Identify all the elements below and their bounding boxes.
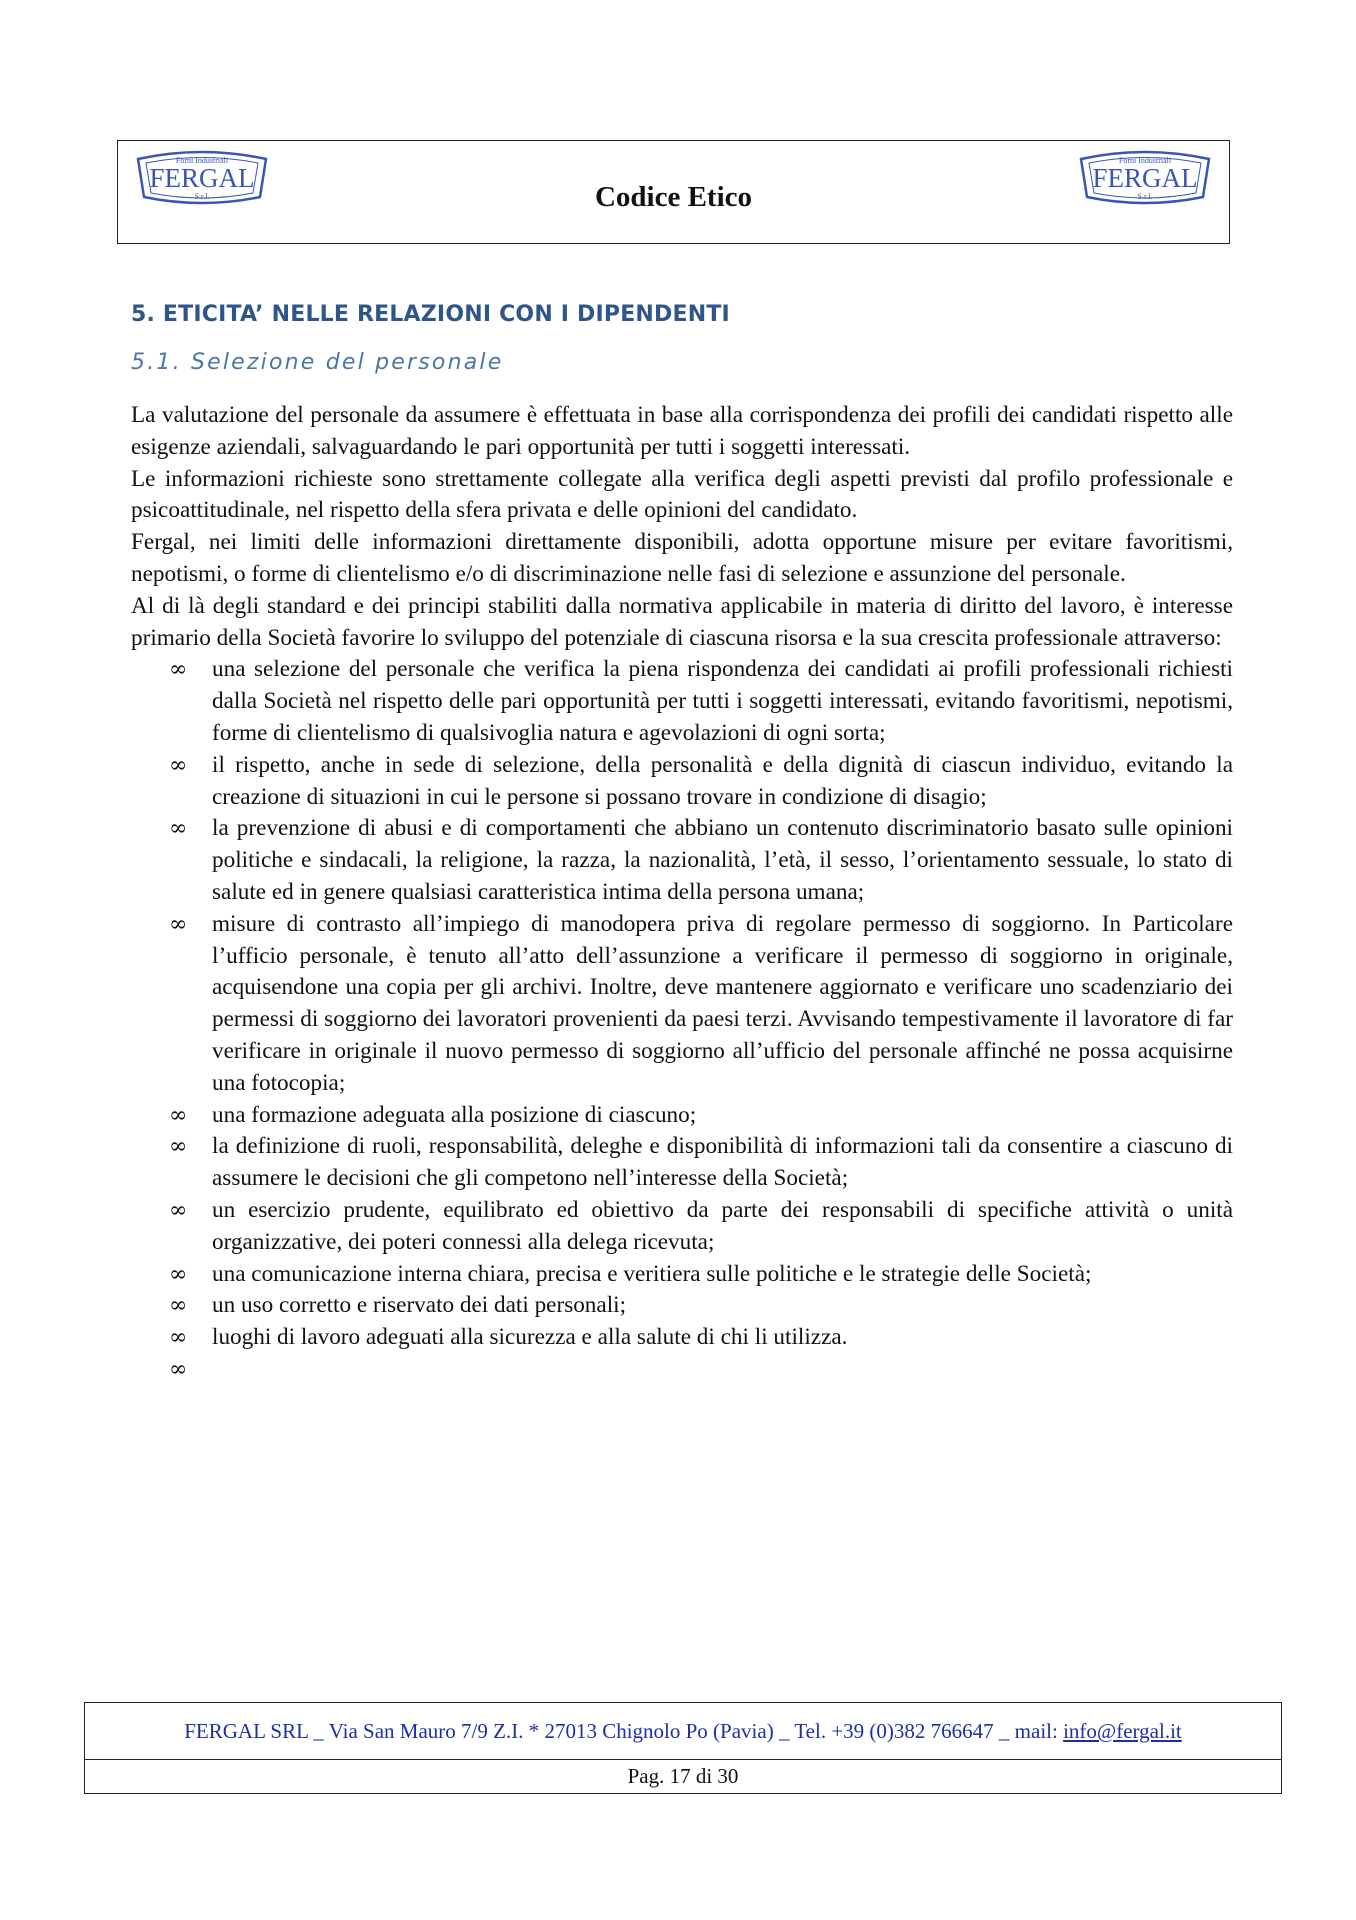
infinity-bullet-icon: ∞ [169, 1197, 188, 1223]
list-item: ∞ una comunicazione interna chiara, precisa e veritiera sulle politiche e le strategie delle Società; [131, 1259, 1233, 1291]
paragraph: La valutazione del personale da assumere è effettuata in base alla corrispondenza dei profili dei candidati rispetto alle esigenze aziendali, salvaguardando le pari opportunità per tutti i soggetti interessati. [131, 402, 1233, 460]
bullet-list [131, 654, 1233, 1385]
email-link[interactable]: info@fergal.it [1063, 1719, 1182, 1743]
body-content [131, 400, 1233, 1386]
footer-address: FERGAL SRL _ Via San Mauro 7/9 Z.I. * 27013 Chignolo Po (Pavia) _ Tel. +39 (0)382 766647 _ mail: [184, 1719, 1064, 1743]
paragraph: Le informazioni richieste sono strettamente collegate alla verifica degli aspetti previsti dal profilo professionale e psicoattitudinale, nel rispetto della sfera privata e delle opinioni del candidato. [131, 465, 1233, 524]
paragraph: Fergal, nei limiti delle informazioni direttamente disponibili, adotta opportune misure per evitare favoritismi, nepotismi, o forme di clientelismo e/o di discriminazione nelle fasi di selezione e assunzione del personale. [131, 529, 1233, 587]
svg-text:S.r.l.: S.r.l. [194, 192, 210, 201]
infinity-bullet-icon: ∞ [169, 1134, 188, 1160]
paragraph: Al di là degli standard e dei principi stabiliti dalla normativa applicabile in materia di diritto del lavoro, è interesse primario della Società favorire lo sviluppo del potenziale di ciascuna risorsa e la sua crescita professionale attraverso: [131, 592, 1233, 651]
svg-text:Forni Industriali: Forni Industriali [175, 156, 229, 165]
section-heading: 5. ETICITA’ NELLE RELAZIONI CON I DIPENDENTI [131, 302, 730, 327]
infinity-bullet-icon: ∞ [169, 752, 188, 778]
infinity-bullet-icon: ∞ [169, 1356, 188, 1382]
infinity-bullet-icon: ∞ [169, 911, 188, 937]
list-item: ∞ misure di contrasto all’impiego di manodopera priva di regolare permesso di soggiorno. In Particolare l’ufficio personale, è tenuto all’atto dell’assunzione a verificare il permesso di soggiorno in originale, acquisendone una copia per gli archivi. Inoltre, deve mantenere aggiornato e verificare uno scadenziario dei permessi di soggiorno dei lavoratori provenienti da paesi terzi. Avvisando tempestivamente il lavoratore di far verificare in originale il nuovo permesso di soggiorno all’ufficio del personale affinché ne possa acquisirne una fotocopia; [169, 910, 1233, 1096]
list-item: ∞ una formazione adeguata alla posizione di ciascuno; [131, 1100, 1233, 1132]
list-item: ∞ luoghi di lavoro adeguati alla sicurezza e alla salute di chi li utilizza. [131, 1322, 1233, 1354]
infinity-bullet-icon: ∞ [169, 816, 188, 842]
infinity-bullet-icon: ∞ [169, 1293, 188, 1319]
list-item: ∞ il rispetto, anche in sede di selezione, della personalità e della dignità di ciascun individuo, evitando la creazione di situazioni in cui le persone si possano trovare in condizione di disagio; [169, 751, 1233, 810]
footer-contact [85, 1703, 1281, 1760]
list-item: ∞ un uso corretto e riservato dei dati personali; [131, 1290, 1233, 1322]
page-number: Pag. 17 di 30 [627, 1764, 739, 1788]
svg-text:Forni Industriali: Forni Industriali [1118, 156, 1172, 165]
list-item: ∞ un esercizio prudente, equilibrato ed obiettivo da parte dei responsabili di specifiche attività o unità organizzative, dei poteri connessi alla delega ricevuta; [169, 1196, 1233, 1255]
list-item-empty [131, 1354, 1233, 1386]
svg-text:FERGAL: FERGAL [149, 163, 255, 193]
fergal-logo-right [1075, 147, 1215, 213]
svg-text:S.r.l.: S.r.l. [1137, 192, 1153, 201]
infinity-bullet-icon: ∞ [169, 1261, 188, 1287]
list-item: ∞ la prevenzione di abusi e di comportamenti che abbiano un contenuto discriminatorio basato sulle opinioni politiche e sindacali, la religione, la razza, la nazionalità, l’età, il sesso, l’orientamento sessuale, lo stato di salute ed in genere qualsiasi caratteristica intima della persona umana; [169, 815, 1233, 905]
list-item: ∞ una selezione del personale che verifica la piena rispondenza dei candidati ai profili professionali richiesti dalla Società nel rispetto delle pari opportunità per tutti i soggetti interessati, evitando favoritismi, nepotismi, forme di clientelismo di qualsivoglia natura e agevolazioni di ogni sorta; [169, 656, 1233, 746]
subsection-heading: 5.1. Selezione del personale [131, 350, 504, 375]
document-title: Codice Etico [594, 181, 753, 213]
infinity-bullet-icon: ∞ [169, 657, 188, 683]
page-header [117, 140, 1230, 244]
infinity-bullet-icon: ∞ [169, 1325, 188, 1351]
infinity-bullet-icon: ∞ [169, 1102, 188, 1128]
list-item: ∞ la definizione di ruoli, responsabilità, deleghe e disponibilità di informazioni tali da consentire a ciascuno di assumere le decisioni che gli competono nell’interesse della Società; [169, 1133, 1233, 1192]
page-footer [84, 1702, 1282, 1794]
svg-text:FERGAL: FERGAL [1092, 163, 1198, 193]
